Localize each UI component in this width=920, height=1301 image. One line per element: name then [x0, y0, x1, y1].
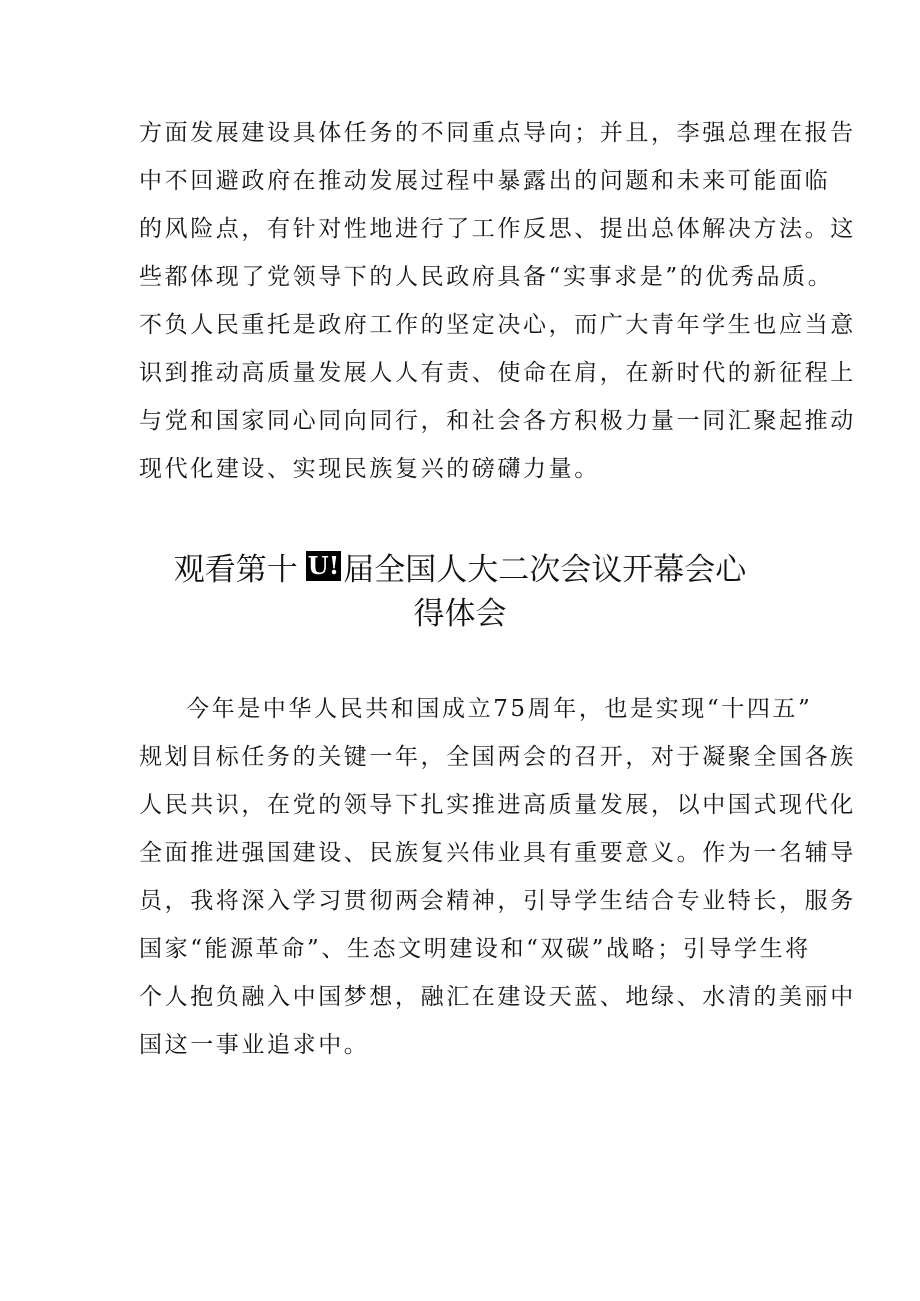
paragraph-2-line: 规划目标任务的关键一年，全国两会的召开，对于凝聚全国各族: [139, 744, 856, 770]
paragraph-1-line: 识到推动高质量发展人人有责、使命在肩，在新时代的新征程上: [139, 360, 856, 386]
paragraph-2-line: 今年是中华人民共和国成立75周年，也是实现“十四五”: [186, 696, 813, 722]
title-text-start: 观看第十: [173, 552, 298, 588]
paragraph-1-line: 中不回避政府在推动发展过程中暴露出的问题和未来可能面临: [139, 168, 831, 194]
paragraph-1-line: 与党和国家同心同向同行，和社会各方积极力量一同汇聚起推动: [139, 408, 856, 434]
paragraph-1-line: 现代化建设、实现民族复兴的磅礴力量。: [139, 456, 600, 482]
paragraph-2-line: 国这一事业追求中。: [139, 1032, 370, 1058]
paragraph-2-line: 全面推进强国建设、民族复兴伟业具有重要意义。作为一名辅导: [139, 840, 856, 866]
paragraph-2-line: 人民共识，在党的领导下扎实推进高质量发展，以中国式现代化: [139, 792, 856, 818]
paragraph-1-line: 的风险点，有针对性地进行了工作反思、提出总体解决方法。这: [139, 216, 856, 242]
title-glitch-glyph: U!: [307, 551, 340, 580]
article-title-line-2: 得体会: [413, 596, 507, 632]
paragraph-2-line: 国家“能源革命”、生态文明建设和“双碳”战略；引导学生将: [139, 936, 811, 962]
paragraph-1-line: 不负人民重托是政府工作的坚定决心，而广大青年学生也应当意: [139, 312, 856, 338]
paragraph-2-line: 员，我将深入学习贯彻两会精神，引导学生结合专业特长，服务: [139, 888, 856, 914]
paragraph-2-line: 个人抱负融入中国梦想，融汇在建设天蓝、地绿、水清的美丽中: [139, 984, 856, 1010]
paragraph-1-line: 方面发展建设具体任务的不同重点导向；并且，李强总理在报告: [139, 120, 856, 146]
paragraph-1-line: 些都体现了党领导下的人民政府具备“实事求是”的优秀品质。: [139, 264, 834, 290]
article-title-line-1: [0, 550, 920, 590]
title-text-end: 届全国人大二次会议开幕会心: [343, 552, 747, 588]
